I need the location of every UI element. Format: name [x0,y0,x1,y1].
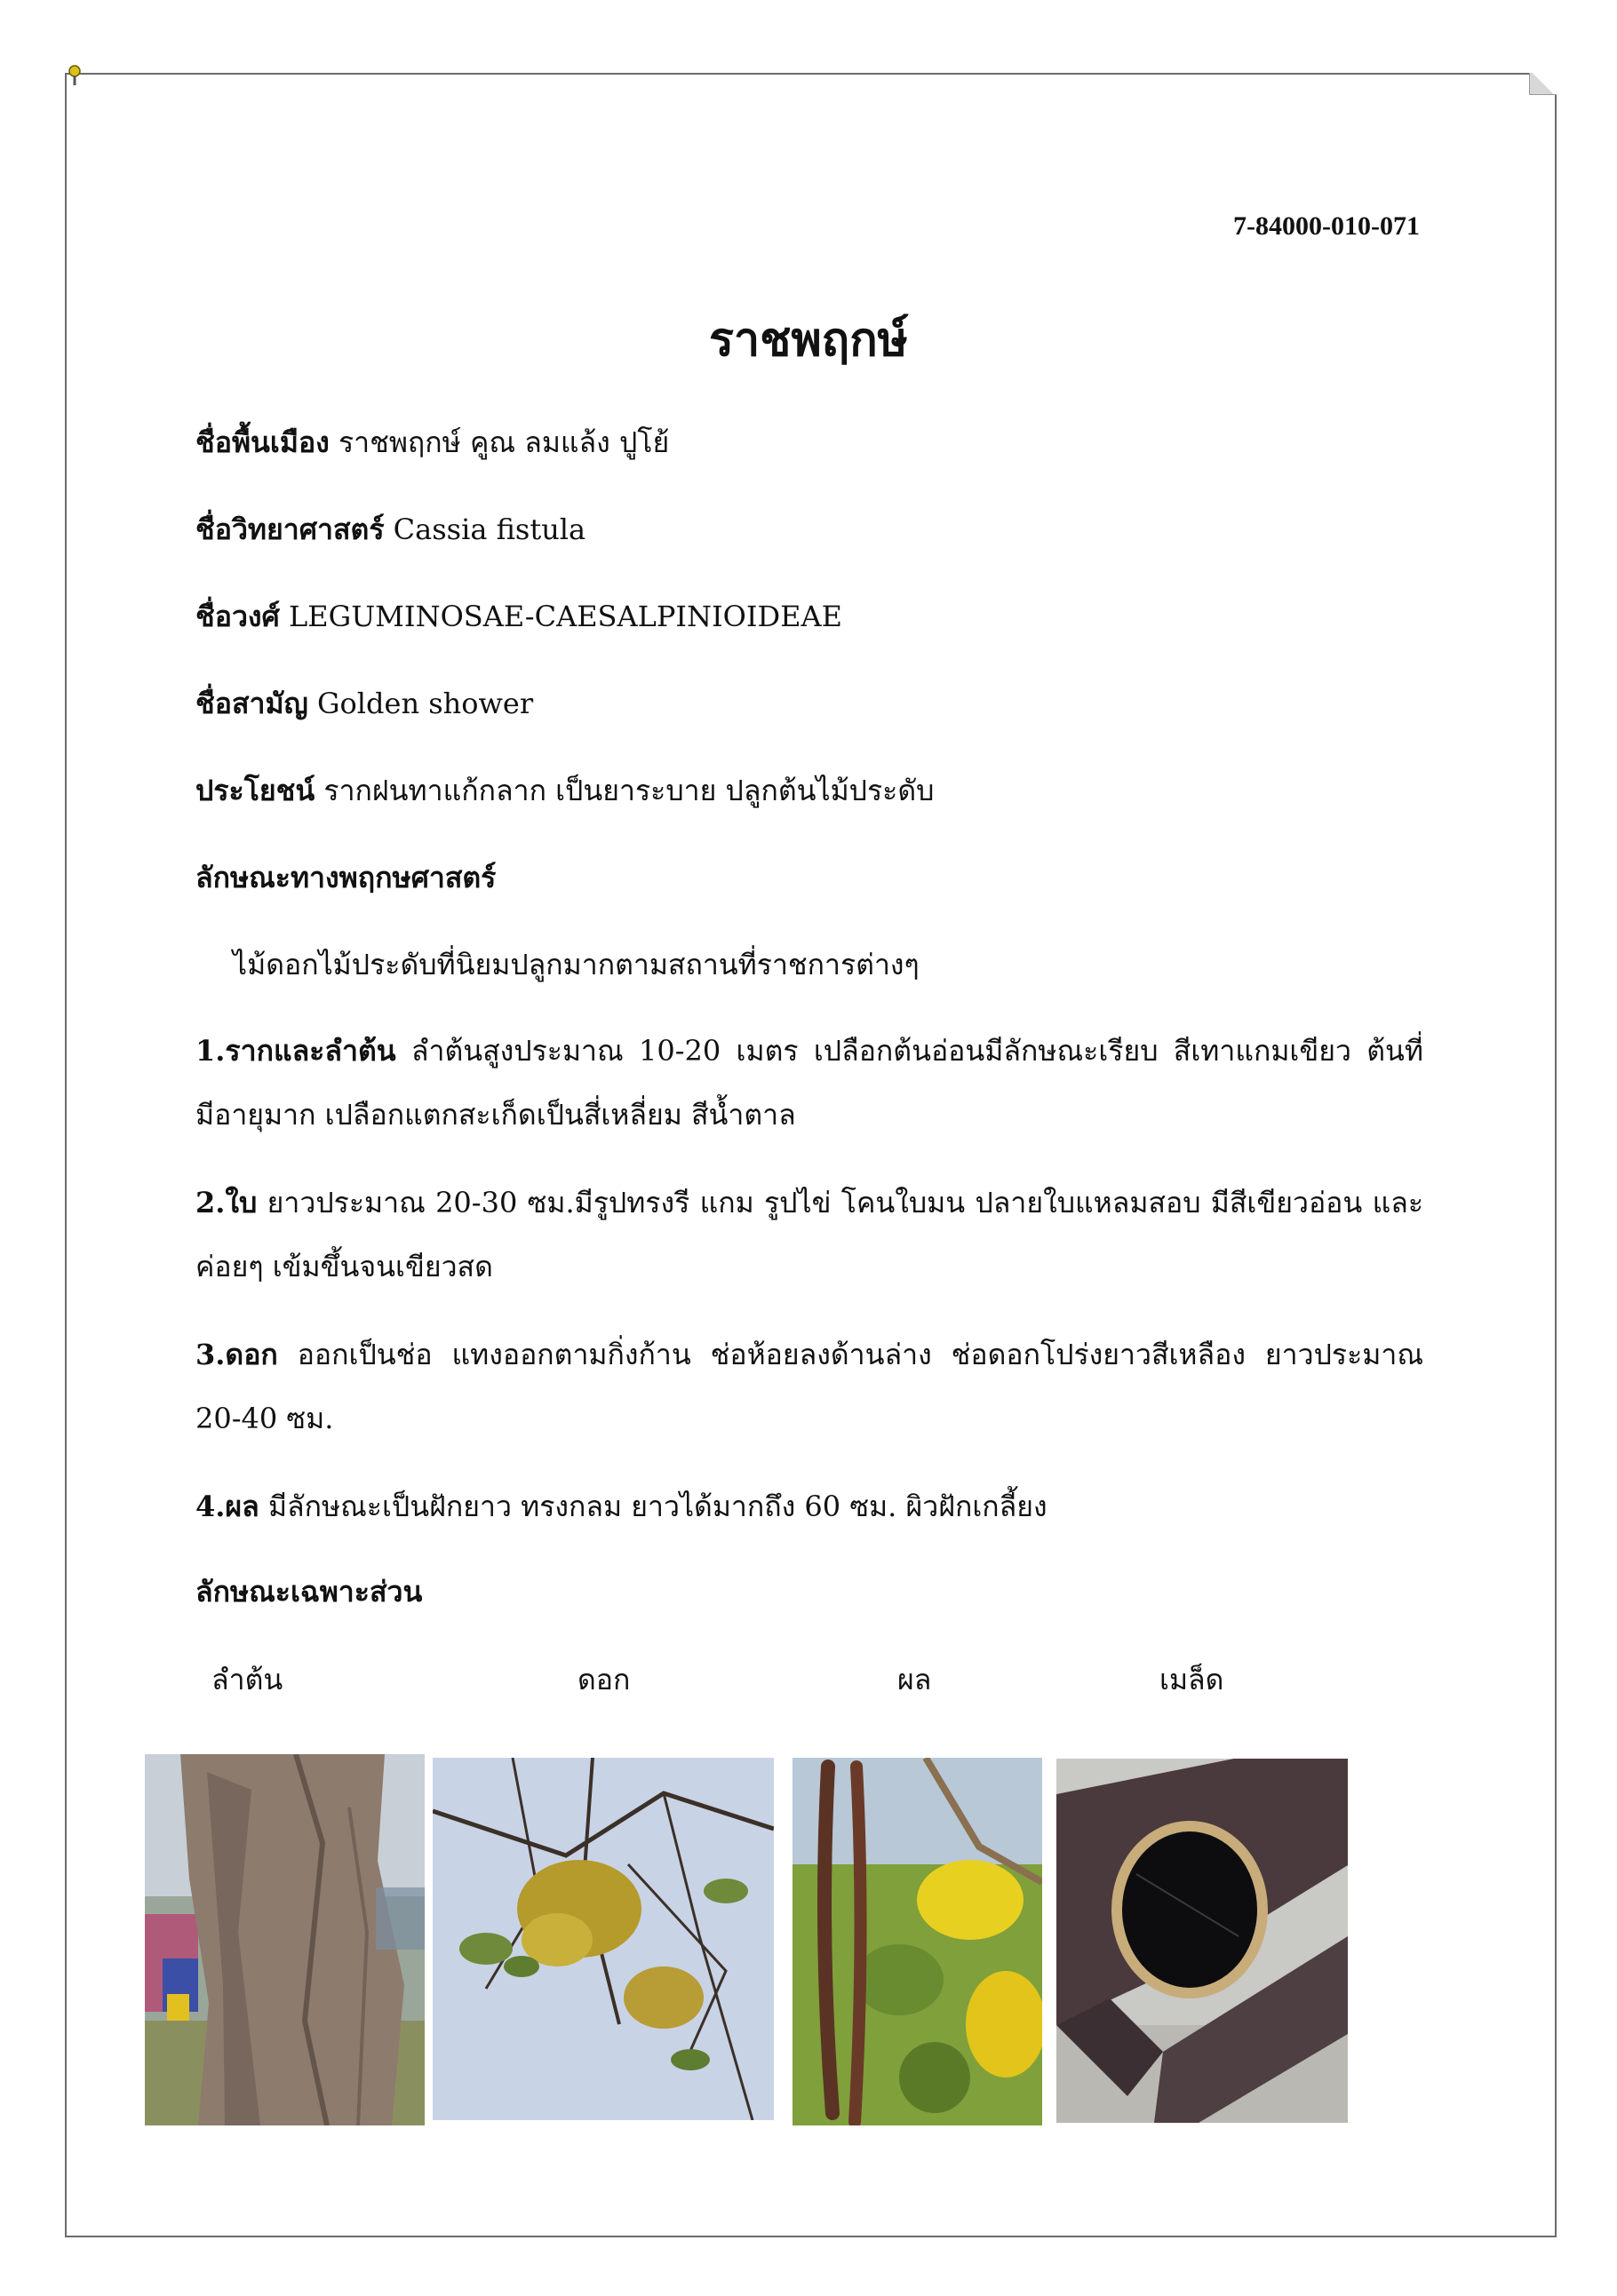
trait-fruit-text: มีลักษณะเป็นฝักยาว ทรงกลม ยาวได้มากถึง 60 ซม. ผิวฝักเกลี้ยง [259,1490,1047,1523]
trait-leaf [195,1171,1423,1299]
fruit-photo [793,1758,1042,2125]
trait-flower-text: ออกเป็นช่อ แทงออกตามกิ่งก้าน ช่อห้อยลงด้านล่าง ช่อดอกโปร่งยาวสีเหลือง ยาวประมาณ 20-40 ซม. [195,1338,1423,1435]
trait-fruit [195,1474,1423,1538]
trait-flower-label: 3.ดอก [195,1338,278,1371]
uses-label: ประโยชน์ [195,774,315,807]
common-name-field [195,687,1422,719]
botany-heading: ลักษณะทางพฤกษศาสตร์ [195,861,497,894]
scientific-name-label: ชื่อวิทยาศาสตร์ [195,512,385,546]
common-name-label: ชื่อสามัญ [195,687,308,720]
local-name-label: ชื่อพื้นเมือง [195,425,330,459]
parts-heading: ลักษณะเฉพาะส่วน [195,1575,423,1609]
label-seed: เมล็ด [1159,1663,1224,1696]
botany-intro: ไม้ดอกไม้ประดับที่นิยมปลูกมากตามสถานที่ราชการต่างๆ [233,948,920,981]
uses-field [195,775,1422,806]
trait-root-stem [195,1019,1423,1147]
uses-value: รากฝนทาแก้กลาก เป็นยาระบาย ปลูกต้นไม้ประดับ [315,774,935,807]
pin-icon [67,64,83,87]
trait-fruit-label: 4.ผล [195,1490,259,1523]
scientific-name-field [195,513,1422,545]
trunk-photo [145,1754,425,2125]
label-flower: ดอก [578,1663,631,1696]
label-trunk: ลำต้น [211,1663,283,1696]
trait-leaf-text: ยาวประมาณ 20-30 ซม.มีรูปทรงรี แกม รูปไข่ โคนใบมน ปลายใบแหลมสอบ มีสีเขียวอ่อน และค่อยๆ เข้มขึ้นจนเขียวสด [195,1186,1423,1283]
trait-root-stem-text: ลำต้นสูงประมาณ 10-20 เมตร เปลือกต้นอ่อนมีลักษณะเรียบ สีเทาแกมเขียว ต้นที่มีอายุมาก เปลือกแตกสะเก็ดเป็นสี่เหลี่ยม สีน้ำตาล [195,1034,1423,1132]
trait-leaf-label: 2.ใบ [195,1186,258,1220]
family-name-field [195,600,1422,632]
flower-photo [433,1758,774,2120]
trait-flower [195,1323,1423,1450]
family-name-value: LEGUMINOSAE-CAESALPINIOIDEAE [279,600,842,633]
page-corner-fold [1529,73,1557,95]
page-title: ราชพฤกษ์ [709,313,908,367]
scientific-name-value: Cassia fistula [384,512,586,546]
common-name-value: Golden shower [307,687,534,720]
label-fruit: ผล [897,1663,932,1696]
seed-photo [1056,1759,1348,2123]
family-name-label: ชื่อวงศ์ [195,600,280,633]
local-name-field [195,426,1422,458]
document-code: 7-84000-010-071 [1233,211,1420,241]
local-name-value: ราชพฤกษ์ คูณ ลมแล้ง ปูโย้ [329,425,670,459]
trait-root-stem-label: 1.รากและลำต้น [195,1034,396,1068]
